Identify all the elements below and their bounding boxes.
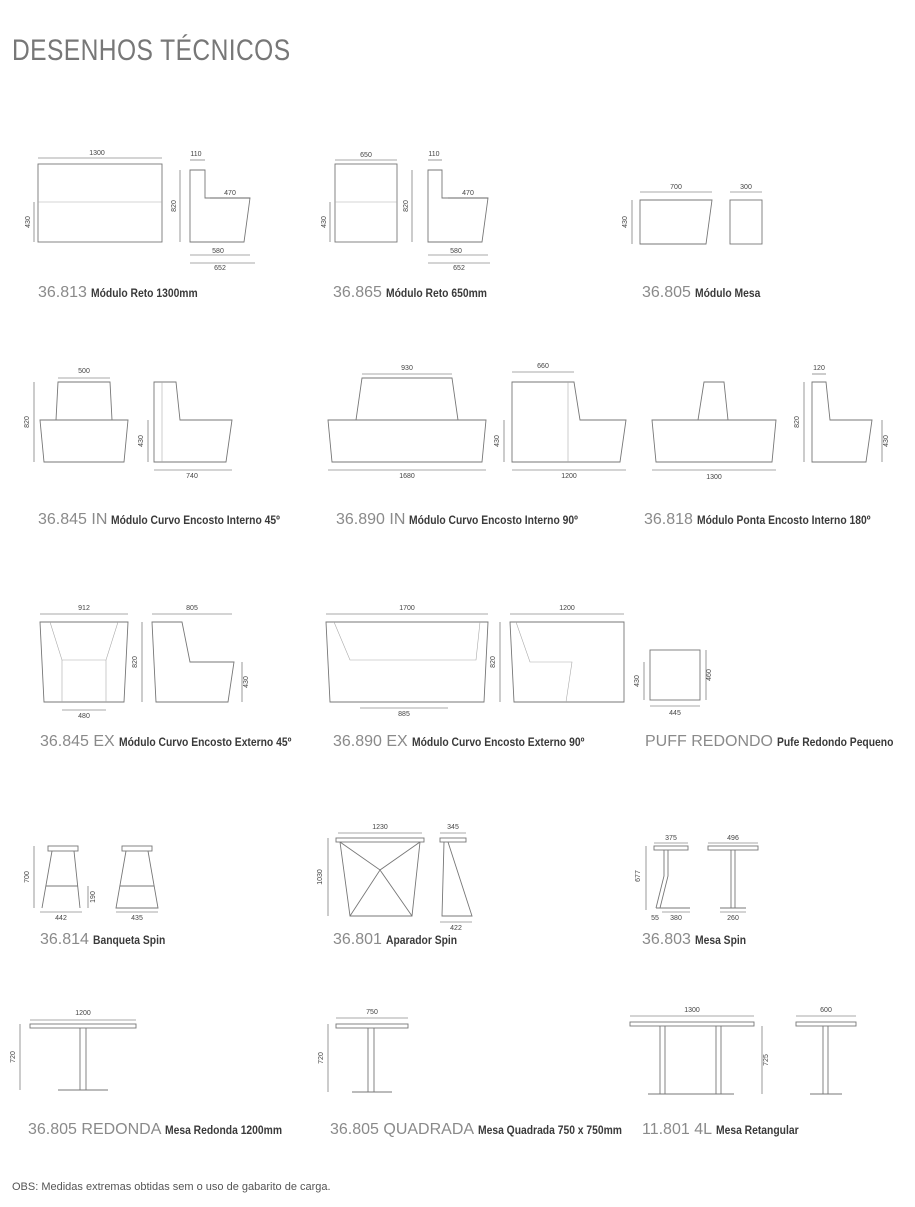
svg-text:660: 660 xyxy=(537,363,549,370)
caption-36-845-ex xyxy=(40,733,319,751)
svg-text:1200: 1200 xyxy=(75,1010,91,1017)
svg-text:820: 820 xyxy=(490,656,497,668)
svg-text:725: 725 xyxy=(763,1054,770,1066)
svg-text:110: 110 xyxy=(428,151,440,158)
drawing-36-801 xyxy=(317,824,472,932)
drawing-36-818 xyxy=(652,365,890,481)
svg-text:1300: 1300 xyxy=(89,150,105,157)
svg-text:652: 652 xyxy=(214,265,226,272)
svg-text:820: 820 xyxy=(24,416,31,428)
svg-text:430: 430 xyxy=(243,676,250,688)
svg-text:805: 805 xyxy=(186,605,198,612)
svg-text:820: 820 xyxy=(171,200,178,212)
page-title: DESENHOS TÉCNICOS xyxy=(12,34,291,67)
svg-text:912: 912 xyxy=(78,605,90,612)
svg-text:580: 580 xyxy=(450,248,462,255)
caption-36-845-in xyxy=(38,511,308,529)
svg-text:375: 375 xyxy=(665,835,677,842)
svg-text:650: 650 xyxy=(360,152,372,159)
caption-36-805-redonda xyxy=(28,1121,301,1139)
footnote-obs: OBS: Medidas extremas obtidas sem o uso de gabarito de carga. xyxy=(12,1181,331,1193)
svg-text:1200: 1200 xyxy=(559,605,575,612)
drawing-36-890-ex xyxy=(326,605,624,718)
svg-text:55: 55 xyxy=(651,915,659,922)
svg-text:677: 677 xyxy=(635,870,642,882)
product-code: 36.890 EX xyxy=(333,733,408,750)
product-code: 36.845 EX xyxy=(40,733,115,750)
svg-text:1680: 1680 xyxy=(399,473,415,480)
svg-text:380: 380 xyxy=(670,915,682,922)
caption-36-890-ex xyxy=(333,733,612,751)
svg-text:190: 190 xyxy=(90,891,97,903)
product-code: 11.801 4L xyxy=(642,1121,712,1138)
drawing-puff-redondo xyxy=(634,650,713,717)
svg-text:470: 470 xyxy=(224,190,236,197)
svg-text:1030: 1030 xyxy=(317,869,324,885)
svg-text:1230: 1230 xyxy=(372,824,388,831)
svg-text:820: 820 xyxy=(794,416,801,428)
product-code: 36.805 xyxy=(642,284,691,301)
svg-text:820: 820 xyxy=(132,656,139,668)
product-code: 36.803 xyxy=(642,931,691,948)
svg-text:110: 110 xyxy=(190,151,202,158)
svg-text:422: 422 xyxy=(450,925,462,932)
product-name: Módulo Reto 1300mm xyxy=(90,286,198,300)
drawing-36-813 xyxy=(25,150,255,272)
svg-text:1300: 1300 xyxy=(706,474,722,481)
svg-text:600: 600 xyxy=(820,1007,832,1014)
caption-36-813 xyxy=(38,284,215,302)
product-name: Mesa Retangular xyxy=(715,1123,799,1137)
caption-36-805-quadrada xyxy=(330,1121,645,1139)
svg-text:1300: 1300 xyxy=(684,1007,700,1014)
product-name: Módulo Curvo Encosto Externo 90º xyxy=(411,735,584,749)
svg-text:430: 430 xyxy=(25,216,32,228)
product-code: 36.845 IN xyxy=(38,511,108,528)
drawing-36-803 xyxy=(635,835,758,922)
product-code: 36.865 xyxy=(333,284,382,301)
svg-text:720: 720 xyxy=(10,1051,17,1063)
svg-text:652: 652 xyxy=(453,265,465,272)
svg-text:930: 930 xyxy=(401,365,413,372)
svg-text:442: 442 xyxy=(55,915,67,922)
svg-text:345: 345 xyxy=(447,824,459,831)
svg-text:460: 460 xyxy=(706,669,713,681)
svg-text:430: 430 xyxy=(622,216,629,228)
svg-text:580: 580 xyxy=(212,248,224,255)
product-name: Módulo Curvo Encosto Interno 90º xyxy=(409,513,579,527)
product-name: Módulo Curvo Encosto Externo 45º xyxy=(118,735,291,749)
svg-text:885: 885 xyxy=(398,711,410,718)
svg-text:430: 430 xyxy=(321,216,328,228)
svg-text:260: 260 xyxy=(727,915,739,922)
caption-36-801 xyxy=(333,931,469,949)
svg-text:820: 820 xyxy=(403,200,410,212)
svg-text:480: 480 xyxy=(78,713,90,720)
product-name: Pufe Redondo Pequeno xyxy=(776,735,894,749)
caption-36-805-mesa xyxy=(642,284,771,302)
drawing-36-805-mesa xyxy=(622,184,762,244)
svg-text:470: 470 xyxy=(462,190,474,197)
product-name: Banqueta Spin xyxy=(92,933,166,947)
svg-text:500: 500 xyxy=(78,368,90,375)
drawing-36-845-in xyxy=(24,368,232,480)
product-name: Módulo Ponta Encosto Interno 180º xyxy=(696,513,871,527)
drawing-36-865 xyxy=(321,151,490,272)
product-code: 36.813 xyxy=(38,284,87,301)
product-code: 36.805 REDONDA xyxy=(28,1121,162,1138)
svg-text:750: 750 xyxy=(366,1009,378,1016)
caption-36-818 xyxy=(644,511,899,529)
drawing-36-805-quadrada xyxy=(318,1009,408,1092)
svg-text:740: 740 xyxy=(186,473,198,480)
product-code: 36.805 QUADRADA xyxy=(330,1121,475,1138)
caption-36-814 xyxy=(40,931,177,949)
product-code: PUFF REDONDO xyxy=(645,733,773,750)
product-code: 36.814 xyxy=(40,931,89,948)
svg-text:300: 300 xyxy=(740,184,752,191)
svg-text:430: 430 xyxy=(634,675,641,687)
svg-text:430: 430 xyxy=(494,435,501,447)
svg-text:700: 700 xyxy=(24,871,31,883)
drawing-36-814 xyxy=(24,846,158,922)
caption-11-801-4l xyxy=(642,1121,812,1139)
product-name: Mesa Redonda 1200mm xyxy=(165,1123,283,1137)
svg-text:1200: 1200 xyxy=(561,473,577,480)
svg-text:435: 435 xyxy=(131,915,143,922)
svg-text:720: 720 xyxy=(318,1052,325,1064)
drawing-36-805-redonda xyxy=(10,1010,136,1090)
product-name: Aparador Spin xyxy=(385,933,457,947)
product-name: Módulo Curvo Encosto Interno 45º xyxy=(111,513,281,527)
svg-text:496: 496 xyxy=(727,835,739,842)
product-code: 36.890 IN xyxy=(336,511,406,528)
drawing-11-801-4l xyxy=(630,1007,856,1094)
product-code: 36.818 xyxy=(644,511,693,528)
caption-puff-redondo xyxy=(645,733,912,751)
svg-text:430: 430 xyxy=(883,435,890,447)
product-code: 36.801 xyxy=(333,931,382,948)
drawing-36-890-in xyxy=(328,363,626,480)
product-name: Mesa Spin xyxy=(694,933,746,947)
product-name: Mesa Quadrada 750 x 750mm xyxy=(477,1123,622,1137)
svg-text:700: 700 xyxy=(670,184,682,191)
product-name: Módulo Mesa xyxy=(694,286,761,300)
svg-text:120: 120 xyxy=(813,365,825,372)
svg-text:445: 445 xyxy=(669,710,681,717)
caption-36-803 xyxy=(642,931,754,949)
caption-36-890-in xyxy=(336,511,606,529)
svg-text:430: 430 xyxy=(138,435,145,447)
product-name: Módulo Reto 650mm xyxy=(385,286,487,300)
svg-text:1700: 1700 xyxy=(399,605,415,612)
drawing-36-845-ex xyxy=(40,605,250,720)
caption-36-865 xyxy=(333,284,503,302)
